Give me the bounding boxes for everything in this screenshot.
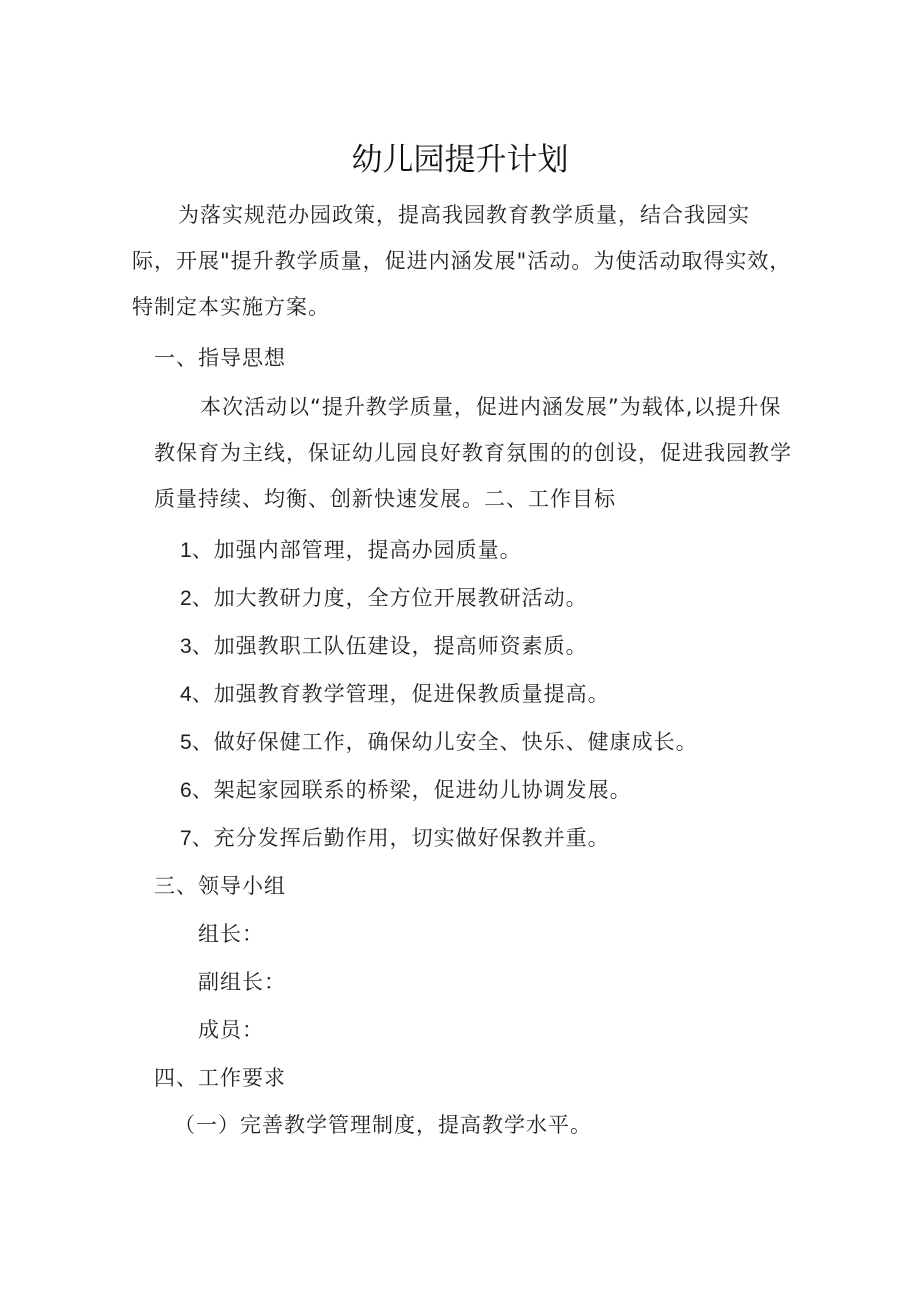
- goal-text: 、做好保健工作，确保幼儿安全、快乐、健康成长。: [191, 730, 698, 754]
- section-heading-leadership-group: 三、领导小组: [154, 874, 286, 898]
- goal-text: 、架起家园联系的桥梁，促进幼儿协调发展。: [191, 778, 632, 802]
- goal-item: [180, 775, 632, 806]
- goal-text: 、加强教职工队伍建设，提高师资素质。: [191, 634, 588, 658]
- goal-item: [180, 727, 698, 758]
- section-heading-guiding-ideology: 一、指导思想: [154, 346, 286, 370]
- goal-number: 3: [180, 635, 192, 658]
- goal-number: 4: [180, 683, 192, 706]
- goal-number: 7: [180, 827, 192, 850]
- goal-item: [180, 535, 522, 566]
- goal-number: 5: [180, 731, 192, 754]
- goal-item: [180, 631, 588, 662]
- requirement-item: （一）完善教学管理制度，提高教学水平。: [174, 1113, 592, 1137]
- goal-text: 、加大教研力度，全方位开展教研活动。: [191, 586, 588, 610]
- intro-paragraph: 为落实规范办园政策，提高我园教育教学质量，结合我园实际，开展"提升教学质量，促进内涵发展"活动。为使活动取得实效，特制定本实施方案。: [132, 203, 792, 319]
- members-label: 成员：: [198, 1018, 264, 1042]
- deputy-leader-label: 副组长：: [198, 970, 286, 994]
- guiding-ideology-paragraph: 本次活动以“提升教学质量，促进内涵发展”为载体,以提升保教保育为主线，保证幼儿园良好教育氛围的的创设，促进我园教学质量持续、均衡、创新快速发展。二、工作目标: [154, 395, 792, 511]
- goal-number: 6: [180, 779, 192, 802]
- goal-item: [180, 823, 610, 854]
- goal-number: 1: [180, 539, 192, 562]
- group-leader-label: 组长：: [198, 922, 264, 946]
- goal-number: 2: [180, 587, 192, 610]
- goal-text: 、加强内部管理，提高办园质量。: [191, 538, 522, 562]
- goal-text: 、加强教育教学管理，促进保教质量提高。: [191, 682, 610, 706]
- goal-item: [180, 679, 610, 710]
- section-heading-work-requirements: 四、工作要求: [154, 1066, 286, 1090]
- document-title: 幼儿园提升计划: [351, 142, 569, 178]
- goal-item: [180, 583, 588, 614]
- goal-text: 、充分发挥后勤作用，切实做好保教并重。: [191, 826, 610, 850]
